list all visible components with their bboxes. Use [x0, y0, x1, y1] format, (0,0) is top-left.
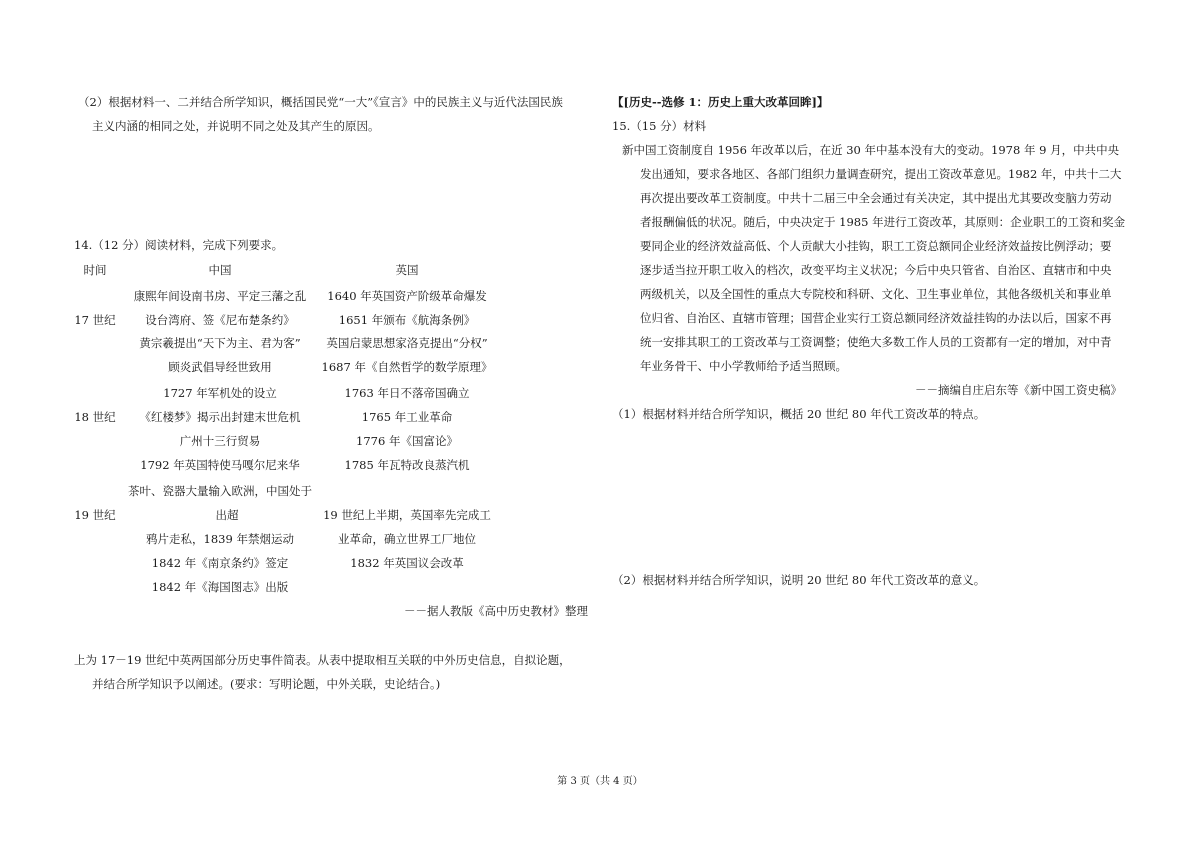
material-line-3: 再次提出要改革工资制度。中共十二届三中全会通过有关决定，其中提出尤其要改变脑力劳动	[640, 191, 1112, 205]
material-line-7: 两级机关，以及全国性的重点大专院校和科研、文化、卫生事业单位，其他各级机关和事业单	[640, 287, 1112, 301]
china-17-3: 黄宗羲提出“天下为主、君为客”	[139, 336, 301, 350]
china-19-5: 1842 年《海国图志》出版	[151, 580, 289, 594]
britain-17-1: 1640 年英国资产阶级革命爆发	[327, 289, 487, 303]
material-line-9: 统一安排其职工的工资改革与工资调整；使绝大多数工作人员的工资都有一定的增加，对中青	[640, 335, 1112, 349]
q15-part2: （2）根据材料并结合所学知识，说明 20 世纪 80 年代工资改革的意义。	[612, 573, 986, 587]
q15-header: 15.（15 分）材料	[612, 119, 707, 133]
britain-18-4: 1785 年瓦特改良蒸汽机	[344, 458, 470, 472]
britain-18-1: 1763 年日不落帝国确立	[344, 386, 470, 400]
right-column	[600, 0, 1200, 848]
material-line-6: 逐步适当拉开职工收入的档次，改变平均主义状况；今后中央只管省、自治区、直辖市和中央	[640, 263, 1112, 277]
q13-part2-line1: （2）根据材料一、二并结合所学知识，概括国民党“一大”《宣言》中的民族主义与近代法国民族	[78, 95, 563, 109]
material-line-1: 新中国工资制度自 1956 年改革以后，在近 30 年中基本没有大的变动。1978 年 9 月，中共中央	[622, 143, 1120, 157]
china-19-3: 鸦片走私，1839 年禁烟运动	[146, 532, 294, 546]
q13-part2-line2: 主义内涵的相同之处，并说明不同之处及其产生的原因。	[92, 119, 380, 133]
material-line-4: 者报酬偏低的状况。随后，中央决定于 1985 年进行工资改革，其原则：企业职工的工资和奖金	[640, 215, 1126, 229]
page-footer: 第 3 页（共 4 页）	[557, 776, 643, 787]
china-19-4: 1842 年《南京条约》签定	[151, 556, 289, 570]
britain-19-2: 业革命，确立世界工厂地位	[338, 532, 476, 546]
china-18-2: 《红楼梦》揭示出封建末世危机	[139, 410, 301, 424]
q15-part1: （1）根据材料并结合所学知识，概括 20 世纪 80 年代工资改革的特点。	[612, 407, 986, 421]
material-line-2: 发出通知，要求各地区、各部门组织力量调查研究，提出工资改革意见。1982 年，中共十二大	[640, 167, 1122, 181]
britain-17-2: 1651 年颁布《航海条例》	[338, 313, 476, 327]
table-header-china: 中国	[208, 263, 232, 277]
china-17-4: 顾炎武倡导经世致用	[168, 360, 272, 374]
china-19-1: 茶叶、瓷器大量输入欧洲，中国处于	[128, 484, 312, 498]
material-line-10: 年业务骨干、中小学教师给予适当照顾。	[640, 359, 847, 373]
period-18: 18 世纪	[74, 410, 116, 424]
china-17-1: 康熙年间设南书房、平定三藩之乱	[133, 289, 307, 303]
britain-19-1: 19 世纪上半期，英国率先完成工	[323, 508, 491, 522]
china-18-3: 广州十三行贸易	[179, 434, 261, 448]
china-18-4: 1792 年英国特使马嘎尔尼来华	[140, 458, 300, 472]
china-19-2: 出超	[215, 508, 239, 522]
china-17-2: 设台湾府、签《尼布楚条约》	[145, 313, 295, 327]
table-header-britain: 英国	[395, 263, 419, 277]
table-source: －－据人教版《高中历史教材》整理	[404, 604, 588, 618]
britain-19-3: 1832 年英国议会改革	[350, 556, 464, 570]
material-line-8: 位归省、自治区、直辖市管理；国营企业实行工资总额同经济效益挂钩的办法以后，国家不再	[640, 311, 1112, 325]
q14-prompt-line2: 并结合所学知识予以阐述。(要求：写明论题，中外关联，史论结合。)	[92, 677, 441, 691]
britain-18-3: 1776 年《国富论》	[356, 434, 458, 448]
table-header-time: 时间	[83, 263, 107, 277]
q14-header: 14.（12 分）阅读材料，完成下列要求。	[74, 238, 284, 252]
section-title: 【[历史--选修 1：历史上重大改革回眸]】	[612, 95, 829, 109]
q14-prompt-line1: 上为 17－19 世纪中英两国部分历史事件简表。从表中提取相互关联的中外历史信息，自拟论题，	[74, 653, 571, 667]
china-18-1: 1727 年军机处的设立	[163, 386, 277, 400]
britain-17-4: 1687 年《自然哲学的数学原理》	[321, 360, 493, 374]
britain-18-2: 1765 年工业革命	[361, 410, 453, 424]
period-17: 17 世纪	[74, 313, 116, 327]
material-source: －－摘编自庄启东等《新中国工资史稿》	[915, 383, 1122, 397]
britain-17-3: 英国启蒙思想家洛克提出“分权”	[326, 336, 488, 350]
material-line-5: 要同企业的经济效益高低、个人贡献大小挂钩，职工工资总额同企业经济效益按比例浮动；要	[640, 239, 1112, 253]
period-19: 19 世纪	[74, 508, 116, 522]
